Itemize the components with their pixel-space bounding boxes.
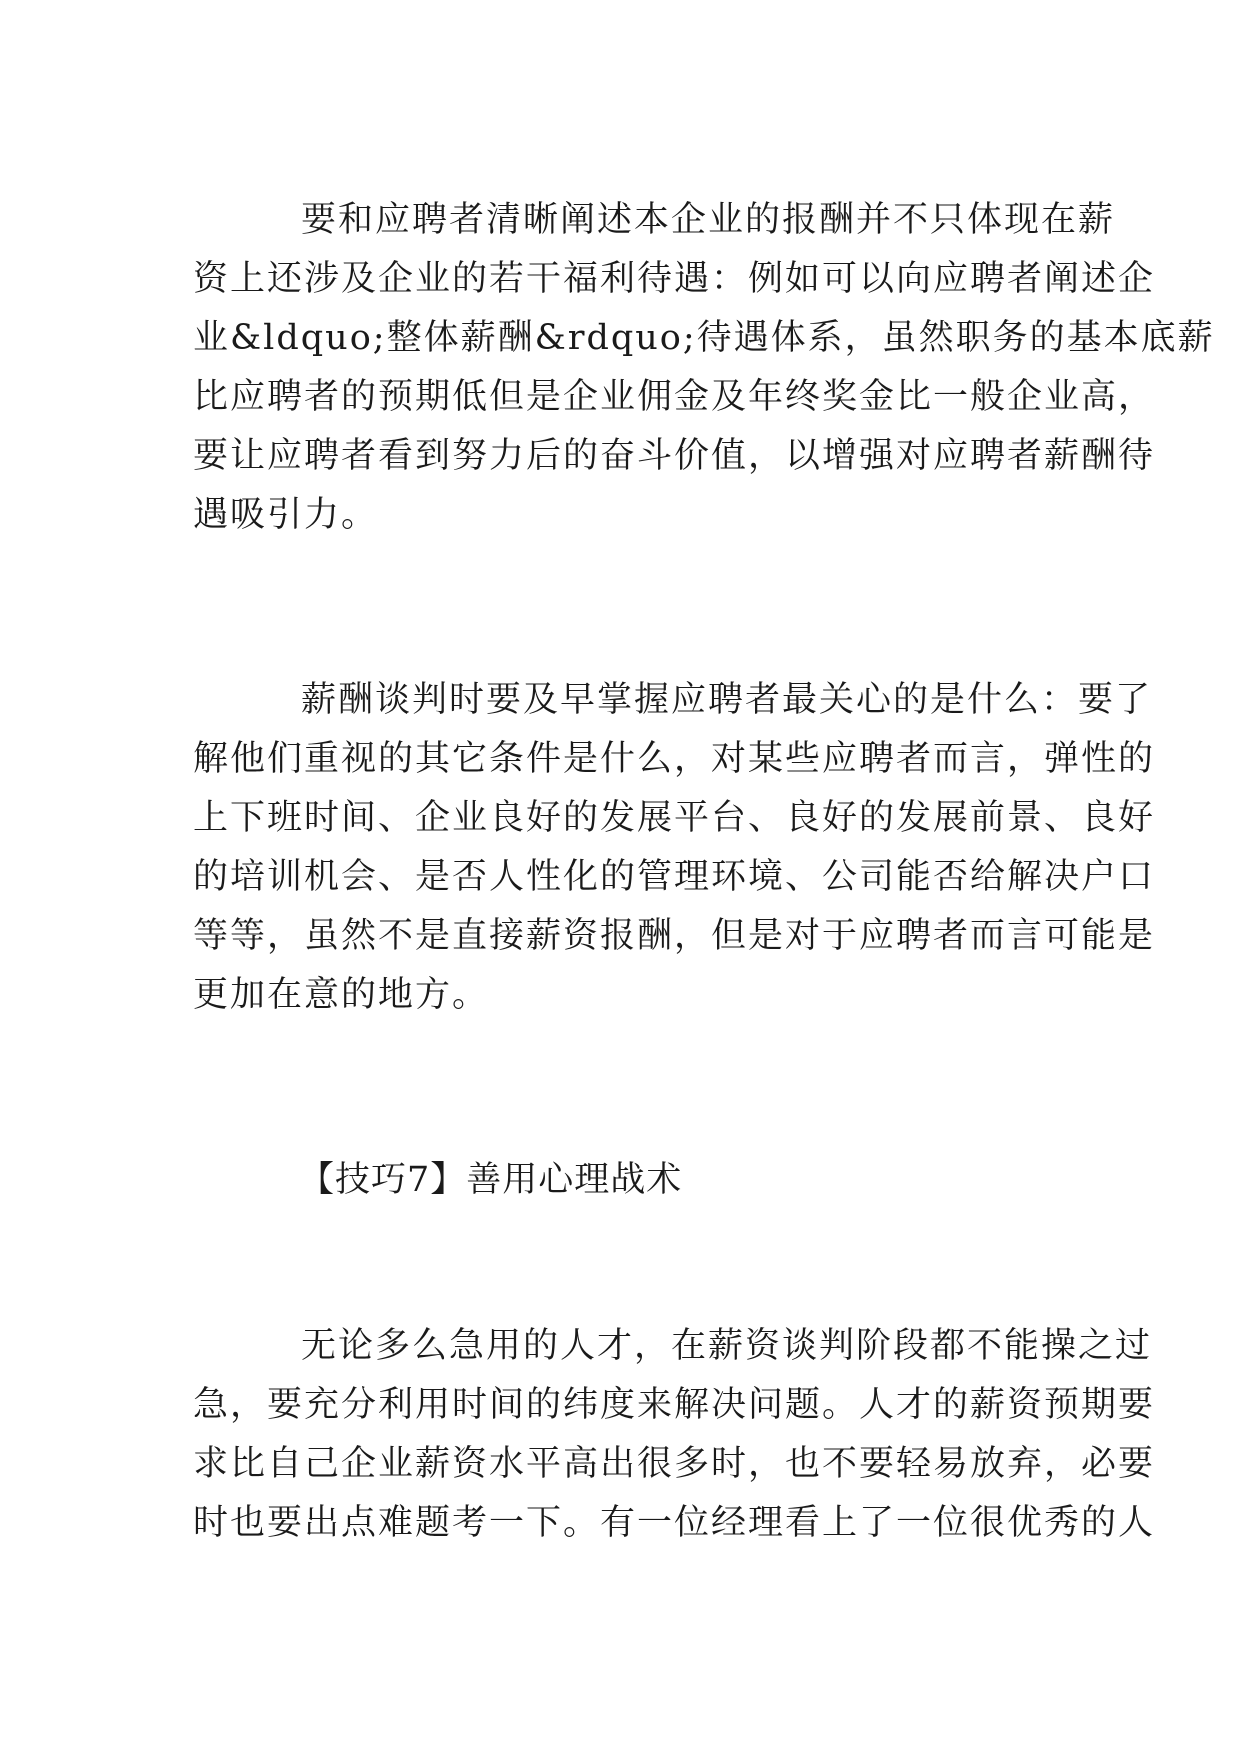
paragraph-1 (193, 191, 1215, 545)
paragraph-line: 等等，虽然不是直接薪资报酬，但是对于应聘者而言可能是 (193, 916, 1156, 956)
paragraph-line: 资上还涉及企业的若干福利待遇：例如可以向应聘者阐述企 (193, 259, 1156, 299)
paragraph-line: 比应聘者的预期低但是企业佣金及年终奖金比一般企业高， (193, 377, 1156, 417)
paragraph-line: 上下班时间、企业良好的发展平台、良好的发展前景、良好 (193, 798, 1156, 838)
section-heading: 【技巧7】善用心理战术 (299, 1160, 683, 1200)
paragraph-line: 解他们重视的其它条件是什么，对某些应聘者而言，弹性的 (193, 739, 1156, 779)
paragraph-line: 的培训机会、是否人性化的管理环境、公司能否给解决户口 (193, 857, 1156, 897)
paragraph-line: 薪酬谈判时要及早掌握应聘者最关心的是什么：要了 (301, 680, 1153, 720)
paragraph-line: 要让应聘者看到努力后的奋斗价值，以增强对应聘者薪酬待 (193, 436, 1156, 476)
paragraph-2 (193, 671, 1156, 1025)
paragraph-line: 要和应聘者清晰阐述本企业的报酬并不只体现在薪 (301, 200, 1116, 240)
paragraph-line: 业&ldquo;整体薪酬&rdquo;待遇体系，虽然职务的基本底薪 (193, 318, 1215, 358)
paragraph-line: 求比自己企业薪资水平高出很多时，也不要轻易放弃，必要 (193, 1444, 1156, 1484)
paragraph-line: 无论多么急用的人才，在薪资谈判阶段都不能操之过 (301, 1326, 1153, 1366)
paragraph-line: 遇吸引力。 (193, 495, 379, 535)
paragraph-3 (193, 1317, 1156, 1553)
paragraph-line: 时也要出点难题考一下。有一位经理看上了一位很优秀的人 (193, 1503, 1156, 1543)
section-heading-block (193, 1151, 1055, 1210)
paragraph-line: 急，要充分利用时间的纬度来解决问题。人才的薪资预期要 (193, 1385, 1156, 1425)
paragraph-line: 更加在意的地方。 (193, 975, 490, 1015)
